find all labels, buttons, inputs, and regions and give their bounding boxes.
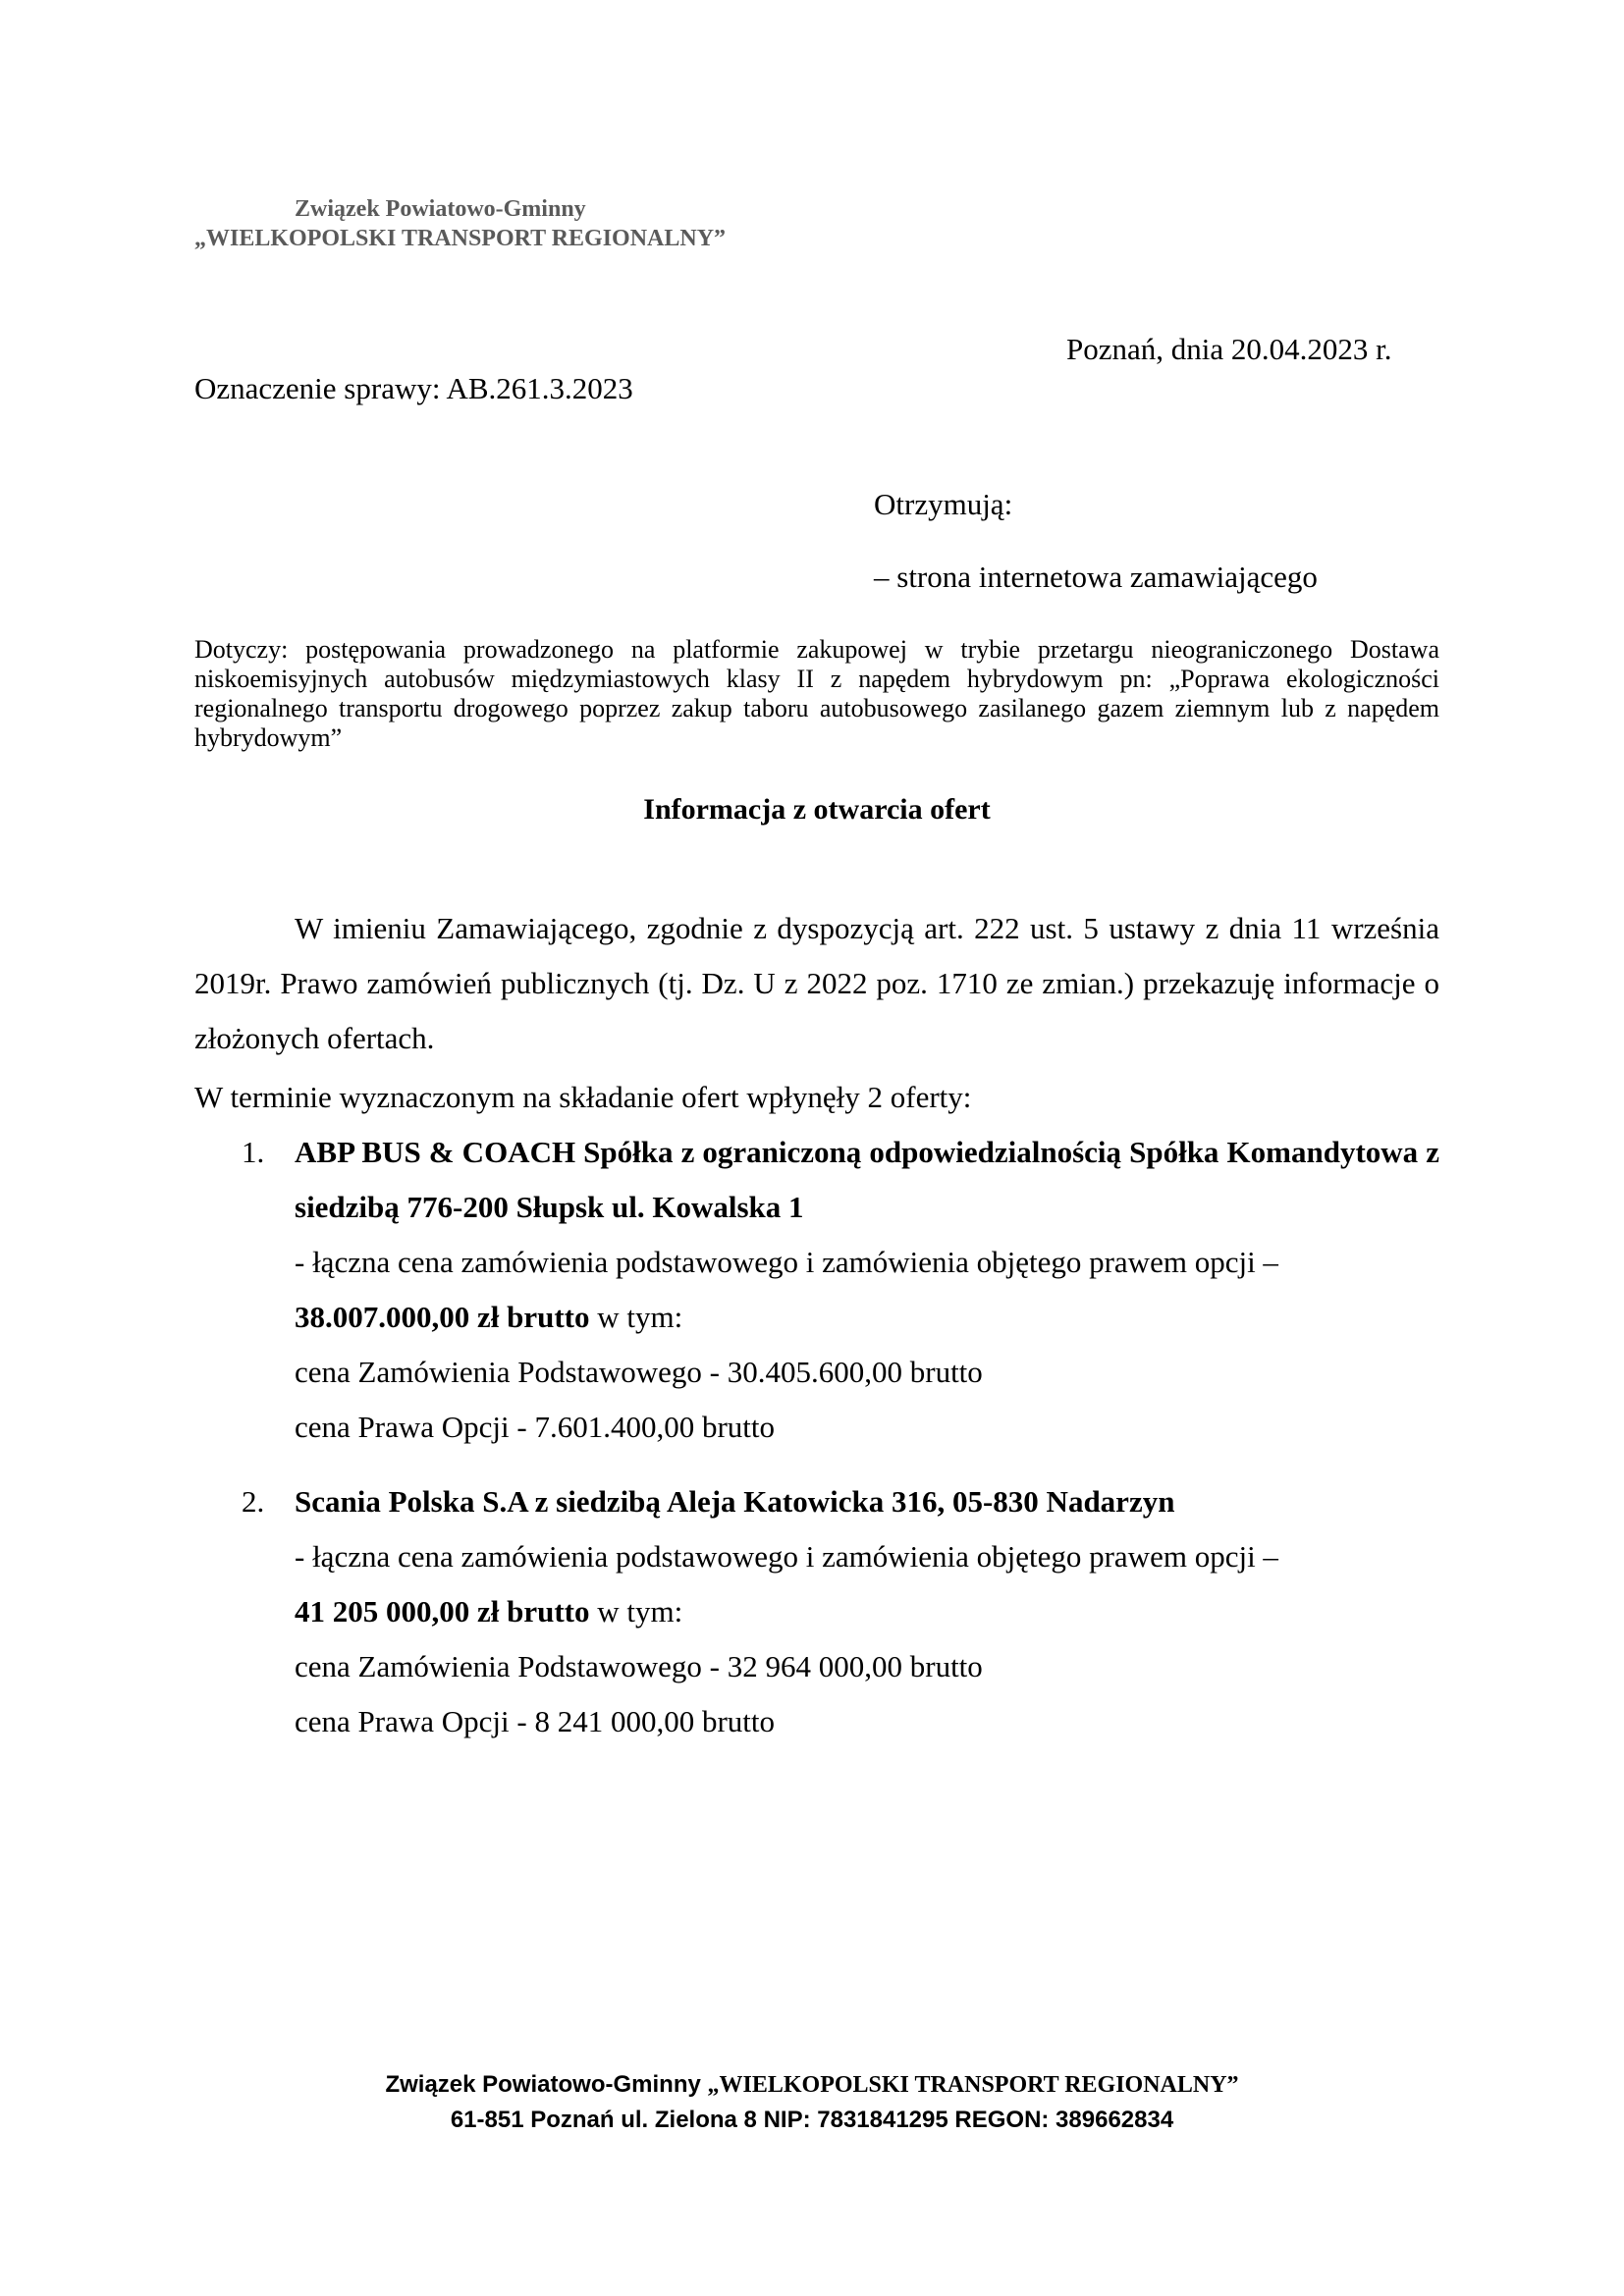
organization-header (194, 194, 726, 253)
footer-org-prefix: Związek Powiatowo-Gminny (385, 2071, 708, 2098)
organization-header-line2: „WIELKOPOLSKI TRANSPORT REGIONALNY” (194, 226, 727, 251)
offer-total: 41 205 000,00 zł brutto (295, 1594, 590, 1629)
offer-description: - łączna cena zamówienia podstawowego i zamówienia objętego prawem opcji – (295, 1245, 1278, 1279)
offer-basic-price: cena Zamówienia Podstawowego - 32 964 000,00 brutto (295, 1649, 983, 1683)
recipients-item: – strona internetowa zamawiającego (874, 560, 1318, 594)
offer-total-suffix: w tym: (589, 1300, 683, 1334)
case-reference: Oznaczenie sprawy: AB.261.3.2023 (194, 371, 633, 405)
footer-org-name: „WIELKOPOLSKI TRANSPORT REGIONALNY” (707, 2072, 1239, 2098)
offer-number: 2. (242, 1484, 265, 1519)
recipients-title: Otrzymują: (874, 487, 1013, 521)
document-title: Informacja z otwarcia ofert (643, 793, 991, 826)
footer-address: 61-851 Poznań ul. Zielona 8 NIP: 7831841295 REGON: 389662834 (450, 2107, 1174, 2133)
organization-header-line1: Związek Powiatowo-Gminny (295, 196, 586, 222)
offer-total: 38.007.000,00 zł brutto (295, 1300, 590, 1334)
offers-list (194, 1125, 1439, 1749)
offer-bidder-name: Scania Polska S.A z siedzibą Aleja Katowicka 316, 05-830 Nadarzyn (295, 1484, 1175, 1519)
offer-item (194, 1474, 1439, 1749)
date-line: Poznań, dnia 20.04.2023 r. (1066, 332, 1392, 366)
footer-organization (0, 2067, 1624, 2103)
offers-lead: W terminie wyznaczonym na składanie ofert wpłynęły 2 oferty: (194, 1080, 972, 1114)
intro-paragraph: W imieniu Zamawiającego, zgodnie z dyspozycją art. 222 ust. 5 ustawy z dnia 11 września 2019r. Prawo zamówień publicznych (tj. Dz. U z 2022 poz. 1710 ze zmian.) przekazuję informacje o złożonych ofertach. (194, 911, 1439, 1055)
offer-item (194, 1125, 1439, 1455)
offer-option-price: cena Prawa Opcji - 7.601.400,00 brutto (295, 1410, 775, 1444)
offer-total-suffix: w tym: (589, 1594, 683, 1629)
subject-paragraph: Dotyczy: postępowania prowadzonego na platformie zakupowej w trybie przetargu nieograniczonego Dostawa niskoemisyjnych autobusów międzymiastowych klasy II z napędem hybrydowym pn: „Poprawa ekologiczności regionalnego transportu drogowego poprzez zakup taboru autobusowego zasilanego gazem ziemnym lub z napędem hybrydowym” (194, 635, 1439, 752)
offer-option-price: cena Prawa Opcji - 8 241 000,00 brutto (295, 1704, 775, 1738)
offer-number: 1. (242, 1135, 265, 1169)
page-footer (0, 2067, 1624, 2138)
offer-basic-price: cena Zamówienia Podstawowego - 30.405.600,00 brutto (295, 1355, 983, 1389)
offer-total-line (295, 1290, 1439, 1345)
offer-description: - łączna cena zamówienia podstawowego i zamówienia objętego prawem opcji – (295, 1539, 1278, 1574)
offer-total-line (295, 1584, 1439, 1639)
offer-bidder-name: ABP BUS & COACH Spółka z ograniczoną odpowiedzialnością Spółka Komandytowa z siedzibą 776-200 Słupsk ul. Kowalska 1 (295, 1135, 1439, 1224)
